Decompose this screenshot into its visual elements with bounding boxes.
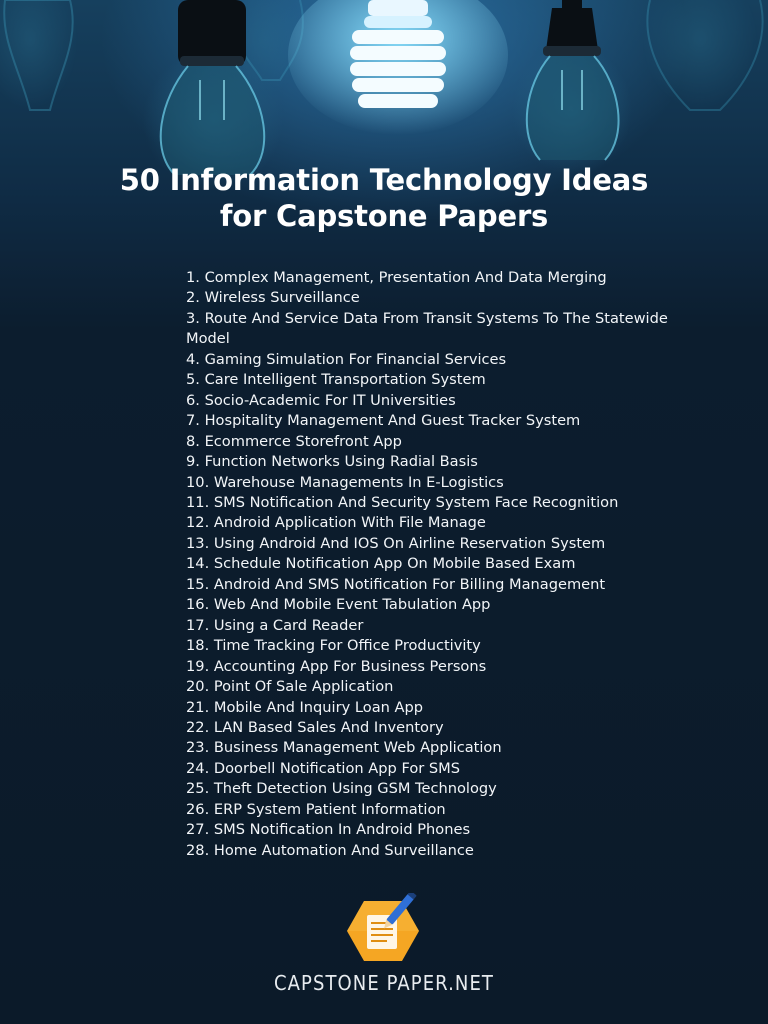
list-item: 4. Gaming Simulation For Financial Services	[186, 350, 507, 368]
list-item: 9. Function Networks Using Radial Basis	[186, 453, 478, 471]
bulb-center-glowing-icon	[288, 0, 508, 135]
list-item: 14. Schedule Notification App On Mobile Based Exam	[186, 555, 576, 573]
bulb-right-icon	[512, 0, 632, 175]
list-item: 25. Theft Detection Using GSM Technology	[186, 780, 497, 798]
list-item: 5. Care Intelligent Transportation System	[186, 371, 486, 389]
list-item: 7. Hospitality Management And Guest Tracker System	[186, 412, 581, 430]
page-title-line-2: for Capstone Papers	[219, 199, 549, 233]
list-item: 24. Doorbell Notification App For SMS	[186, 759, 461, 777]
page-title-line-1: 50 Information Technology Ideas	[119, 163, 649, 197]
list-item: 27. SMS Notification In Android Phones	[186, 821, 471, 839]
list-item: 21. Mobile And Inquiry Loan App	[186, 698, 424, 716]
list-item: 16. Web And Mobile Event Tabulation App	[186, 596, 491, 614]
background-bulb-right-icon	[642, 0, 763, 110]
list-item: 23. Business Management Web Application	[186, 739, 502, 757]
list-item: 19. Accounting App For Business Persons	[186, 657, 487, 675]
list-item: 15. Android And SMS Notification For Billing Management	[186, 575, 606, 593]
list-item: 17. Using a Card Reader	[186, 616, 364, 634]
list-item: 6. Socio-Academic For IT Universities	[186, 391, 456, 409]
list-item: 11. SMS Notification And Security System Face Recognition	[186, 493, 619, 511]
list-item: Model	[186, 330, 230, 348]
document-pencil-hexagon-icon	[345, 893, 421, 965]
list-item: 1. Complex Management, Presentation And Data Merging	[186, 269, 607, 286]
list-item: 18. Time Tracking For Office Productivity	[186, 637, 481, 655]
brand-name: CAPSTONE PAPER.NET	[274, 971, 494, 995]
list-item: 8. Ecommerce Storefront App	[186, 432, 402, 450]
list-item: 13. Using Android And IOS On Airline Reservation System	[186, 534, 606, 552]
list-item: 22. LAN Based Sales And Inventory	[186, 718, 444, 736]
list-item: 12. Android Application With File Manage	[186, 514, 486, 532]
list-item: 3. Route And Service Data From Transit Systems To The Statewide	[186, 309, 668, 327]
list-item: 2. Wireless Surveillance	[186, 289, 360, 307]
list-item: 10. Warehouse Managements In E-Logistics	[186, 473, 504, 491]
background-bulb-left-icon	[0, 0, 78, 110]
ideas-list	[186, 268, 706, 861]
page-title	[0, 162, 768, 234]
list-item: 28. Home Automation And Surveillance	[186, 841, 474, 859]
list-item: 26. ERP System Patient Information	[186, 800, 446, 818]
list-item: 20. Point Of Sale Application	[186, 678, 394, 696]
